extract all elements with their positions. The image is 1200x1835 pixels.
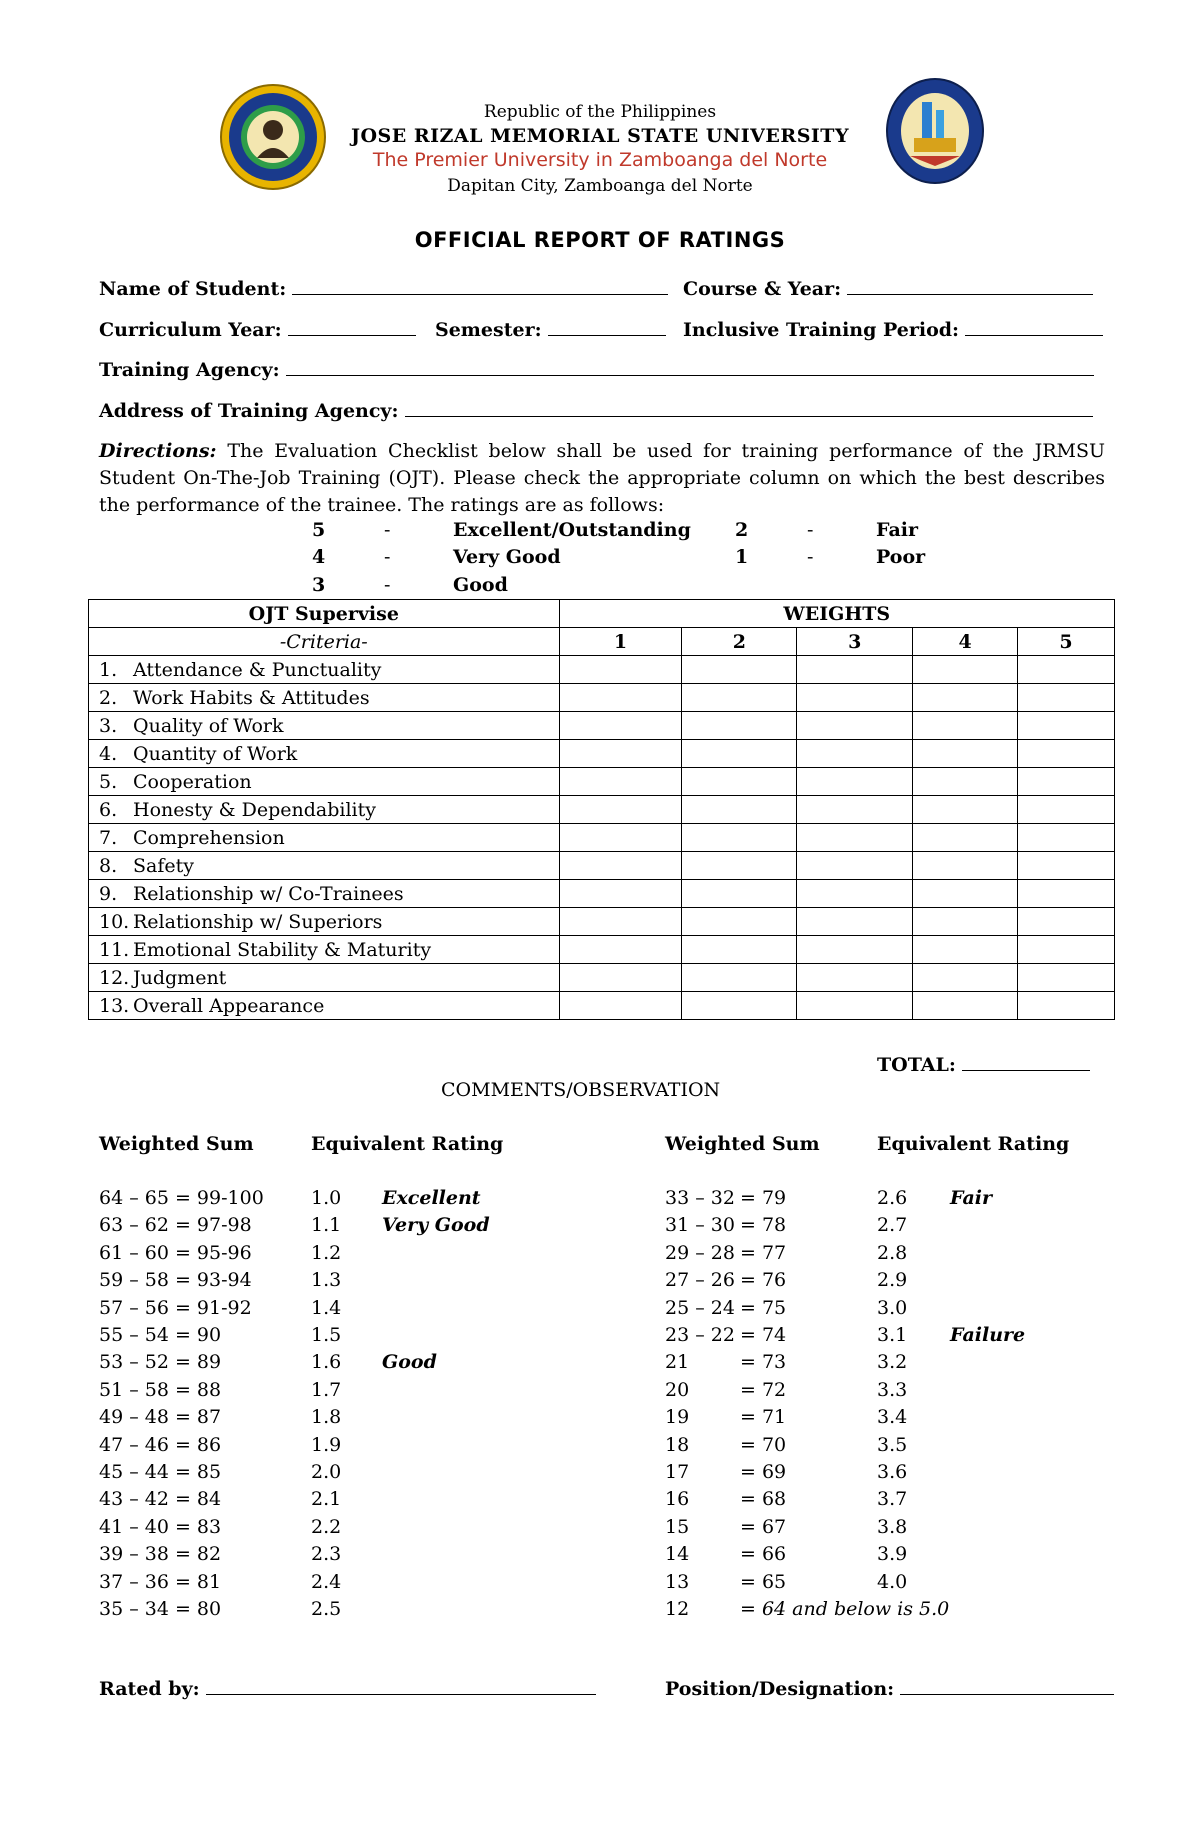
curriculum-year-line[interactable] xyxy=(288,317,416,336)
right-sum-heading: Weighted Sum xyxy=(665,1133,820,1155)
scale-num: 5 xyxy=(312,519,326,541)
criteria-item xyxy=(89,684,560,712)
criteria-item xyxy=(89,880,560,908)
training-period-line[interactable] xyxy=(965,317,1103,336)
equivalent-rating: 2.0 xyxy=(311,1461,342,1483)
rating-cell[interactable] xyxy=(1018,824,1115,852)
criteria-row xyxy=(89,824,1115,852)
criteria-row xyxy=(89,852,1115,880)
criteria-label: Relationship w/ Co-Trainees xyxy=(133,882,404,905)
criteria-number: 1. xyxy=(99,658,118,681)
criteria-label: Comprehension xyxy=(133,826,285,849)
rating-descriptor: Failure xyxy=(950,1324,1026,1346)
weighted-sum-value: = 74 xyxy=(740,1324,787,1346)
position-field[interactable] xyxy=(665,1676,1114,1700)
rating-cell[interactable] xyxy=(559,964,682,992)
criteria-item xyxy=(89,824,560,852)
agency-address-field[interactable] xyxy=(99,398,1093,422)
equivalent-rating: 2.9 xyxy=(877,1269,908,1291)
rating-cell[interactable] xyxy=(1018,740,1115,768)
weight-col-1: 1 xyxy=(559,628,682,656)
rating-cell[interactable] xyxy=(913,964,1018,992)
rating-cell[interactable] xyxy=(797,796,913,824)
total-field[interactable] xyxy=(877,1052,1090,1076)
weighted-sum-range: 14 xyxy=(665,1543,690,1565)
rating-cell[interactable] xyxy=(559,796,682,824)
criteria-header: -Criteria- xyxy=(89,628,560,656)
weighted-sum: 35 – 34 = 80 xyxy=(99,1598,222,1620)
equivalent-rating: 2.6 xyxy=(877,1187,908,1209)
criteria-item xyxy=(89,796,560,824)
rating-cell[interactable] xyxy=(913,768,1018,796)
weighted-sum-range: 21 xyxy=(665,1351,690,1373)
supervise-header: OJT Supervise xyxy=(89,600,560,628)
rating-cell[interactable] xyxy=(559,908,682,936)
training-period-field[interactable] xyxy=(683,317,1103,341)
rating-cell[interactable] xyxy=(1018,880,1115,908)
criteria-number: 13. xyxy=(99,994,130,1017)
criteria-item xyxy=(89,992,560,1020)
criteria-label: Attendance & Punctuality xyxy=(133,658,382,681)
total-line[interactable] xyxy=(962,1052,1090,1071)
rating-cell[interactable] xyxy=(559,712,682,740)
equivalent-rating: 3.6 xyxy=(877,1461,908,1483)
weighted-sum: 64 – 65 = 99-100 xyxy=(99,1187,264,1209)
weighted-sum-range: 23 – 22 xyxy=(665,1324,735,1346)
weighted-sum-value: = 67 xyxy=(740,1516,787,1538)
training-agency-line[interactable] xyxy=(286,357,1094,376)
position-line[interactable] xyxy=(900,1676,1114,1695)
rating-cell[interactable] xyxy=(559,992,682,1020)
rating-cell[interactable] xyxy=(682,936,797,964)
weighted-sum-range: 13 xyxy=(665,1571,690,1593)
rating-cell[interactable] xyxy=(1018,684,1115,712)
rating-cell[interactable] xyxy=(682,852,797,880)
weighted-sum-range: 25 – 24 xyxy=(665,1297,735,1319)
equivalent-rating: 3.1 xyxy=(877,1324,908,1346)
rating-cell[interactable] xyxy=(1018,992,1115,1020)
criteria-row xyxy=(89,712,1115,740)
rating-cell[interactable] xyxy=(797,880,913,908)
rating-cell[interactable] xyxy=(797,824,913,852)
weighted-sum: 51 – 58 = 88 xyxy=(99,1379,222,1401)
rating-cell[interactable] xyxy=(682,908,797,936)
weighted-sum: 41 – 40 = 83 xyxy=(99,1516,222,1538)
weighted-sum-range: 19 xyxy=(665,1406,690,1428)
rating-cell[interactable] xyxy=(1018,796,1115,824)
equivalent-rating: 3.8 xyxy=(877,1516,908,1538)
position-label: Position/Designation: xyxy=(665,1678,895,1700)
equivalent-rating: 1.8 xyxy=(311,1406,342,1428)
scale-num: 3 xyxy=(312,574,326,596)
weights-header: WEIGHTS xyxy=(559,600,1114,628)
weighted-sum-value: = 70 xyxy=(740,1434,787,1456)
rated-by-line[interactable] xyxy=(206,1676,596,1695)
criteria-number: 3. xyxy=(99,714,118,737)
criteria-label: Emotional Stability & Maturity xyxy=(133,938,432,961)
criteria-row xyxy=(89,740,1115,768)
criteria-number: 7. xyxy=(99,826,118,849)
course-year-line[interactable] xyxy=(847,276,1093,295)
student-name-field[interactable] xyxy=(99,276,668,300)
rating-cell[interactable] xyxy=(797,936,913,964)
evaluation-table xyxy=(88,599,1115,1020)
rating-cell[interactable] xyxy=(913,656,1018,684)
weighted-sum: 47 – 46 = 86 xyxy=(99,1434,222,1456)
weighted-sum: 63 – 62 = 97-98 xyxy=(99,1214,252,1236)
semester-label: Semester: xyxy=(435,319,542,341)
rating-cell[interactable] xyxy=(797,656,913,684)
weighted-sum-value: = 68 xyxy=(740,1488,787,1510)
rating-cell[interactable] xyxy=(1018,656,1115,684)
weighted-sum: 59 – 58 = 93-94 xyxy=(99,1269,252,1291)
rating-cell[interactable] xyxy=(913,936,1018,964)
scale-num: 1 xyxy=(735,546,749,568)
equivalent-rating: 2.1 xyxy=(311,1488,342,1510)
criteria-item xyxy=(89,964,560,992)
weighted-sum: 57 – 56 = 91-92 xyxy=(99,1297,252,1319)
weighted-sum: 37 – 36 = 81 xyxy=(99,1571,222,1593)
rating-cell[interactable] xyxy=(682,712,797,740)
criteria-item xyxy=(89,936,560,964)
weight-col-5: 5 xyxy=(1018,628,1115,656)
total-label: TOTAL: xyxy=(877,1054,956,1076)
weighted-sum-range: 15 xyxy=(665,1516,690,1538)
criteria-row xyxy=(89,936,1115,964)
rating-cell[interactable] xyxy=(559,936,682,964)
weighted-sum-range: 27 – 26 xyxy=(665,1269,735,1291)
left-rating-heading: Equivalent Rating xyxy=(311,1133,504,1155)
rating-descriptor: Very Good xyxy=(382,1214,490,1236)
page-title: OFFICIAL REPORT OF RATINGS xyxy=(414,228,786,252)
rating-cell[interactable] xyxy=(797,684,913,712)
weighted-sum-value: = 73 xyxy=(740,1351,787,1373)
directions-label: Directions: xyxy=(99,440,217,462)
weighted-sum-value: = 72 xyxy=(740,1379,787,1401)
rating-cell[interactable] xyxy=(1018,768,1115,796)
criteria-row xyxy=(89,684,1115,712)
criteria-number: 5. xyxy=(99,770,118,793)
semester-line[interactable] xyxy=(548,317,666,336)
rating-cell[interactable] xyxy=(1018,908,1115,936)
equivalent-rating: 1.5 xyxy=(311,1324,342,1346)
criteria-item xyxy=(89,768,560,796)
equivalent-rating: 3.4 xyxy=(877,1406,908,1428)
training-agency-label: Training Agency: xyxy=(99,359,280,381)
republic-line: Republic of the Philippines xyxy=(483,102,717,122)
rating-cell[interactable] xyxy=(682,964,797,992)
rating-cell[interactable] xyxy=(682,768,797,796)
criteria-row xyxy=(89,880,1115,908)
right-rating-heading: Equivalent Rating xyxy=(877,1133,1070,1155)
rating-cell[interactable] xyxy=(913,992,1018,1020)
criteria-row xyxy=(89,992,1115,1020)
equivalent-rating: 2.5 xyxy=(311,1598,342,1620)
weighted-sum: 53 – 52 = 89 xyxy=(99,1351,222,1373)
rating-cell[interactable] xyxy=(559,656,682,684)
rating-cell[interactable] xyxy=(682,796,797,824)
weighted-sum-range: 12 xyxy=(665,1598,690,1620)
scale-label: Fair xyxy=(876,519,918,541)
criteria-number: 4. xyxy=(99,742,118,765)
rating-cell[interactable] xyxy=(559,824,682,852)
equivalent-rating: 1.7 xyxy=(311,1379,342,1401)
criteria-row xyxy=(89,656,1115,684)
semester-field[interactable] xyxy=(435,317,666,341)
scale-dash: - xyxy=(807,546,814,568)
scale-dash: - xyxy=(384,519,391,541)
criteria-number: 12. xyxy=(99,966,130,989)
university-name: JOSE RIZAL MEMORIAL STATE UNIVERSITY xyxy=(350,125,850,147)
criteria-row xyxy=(89,964,1115,992)
criteria-label: Relationship w/ Superiors xyxy=(133,910,383,933)
criteria-label: Overall Appearance xyxy=(133,994,325,1017)
rating-cell[interactable] xyxy=(913,712,1018,740)
scale-label: Poor xyxy=(876,546,926,568)
rating-cell[interactable] xyxy=(682,880,797,908)
criteria-item xyxy=(89,712,560,740)
rating-cell[interactable] xyxy=(559,852,682,880)
equivalent-rating: 3.5 xyxy=(877,1434,908,1456)
weighted-sum-value: = 75 xyxy=(740,1297,787,1319)
training-agency-field[interactable] xyxy=(99,357,1094,381)
weighted-sum-value: = 79 xyxy=(740,1187,787,1209)
criteria-row xyxy=(89,796,1115,824)
rating-cell[interactable] xyxy=(797,852,913,880)
rating-cell[interactable] xyxy=(1018,936,1115,964)
scale-num: 2 xyxy=(735,519,749,541)
rating-cell[interactable] xyxy=(797,964,913,992)
table-header-row xyxy=(89,600,1115,628)
criteria-item xyxy=(89,908,560,936)
rating-cell[interactable] xyxy=(913,824,1018,852)
agency-address-label: Address of Training Agency: xyxy=(99,400,399,422)
criteria-number: 10. xyxy=(99,910,130,933)
training-period-label: Inclusive Training Period: xyxy=(683,319,960,341)
rating-cell[interactable] xyxy=(913,880,1018,908)
criteria-number: 8. xyxy=(99,854,118,877)
weighted-sum: 55 – 54 = 90 xyxy=(99,1324,222,1346)
equivalent-rating: 1.6 xyxy=(311,1351,342,1373)
equivalent-rating: 2.7 xyxy=(877,1214,908,1236)
criteria-number: 2. xyxy=(99,686,118,709)
rating-cell[interactable] xyxy=(797,740,913,768)
weighted-sum-range: 31 – 30 xyxy=(665,1214,735,1236)
weighted-sum-range: 16 xyxy=(665,1488,690,1510)
course-year-label: Course & Year: xyxy=(683,278,842,300)
rating-cell[interactable] xyxy=(682,824,797,852)
criteria-label: Work Habits & Attitudes xyxy=(133,686,370,709)
equivalent-rating: 1.2 xyxy=(311,1242,342,1264)
equivalent-rating: 3.9 xyxy=(877,1543,908,1565)
weighted-sum: 49 – 48 = 87 xyxy=(99,1406,222,1428)
university-tagline: The Premier University in Zamboanga del Norte xyxy=(372,149,828,171)
rating-cell[interactable] xyxy=(797,992,913,1020)
equivalent-rating: 1.9 xyxy=(311,1434,342,1456)
rating-cell[interactable] xyxy=(913,908,1018,936)
criteria-number: 11. xyxy=(99,938,130,961)
criteria-label: Judgment xyxy=(133,966,227,989)
weighted-sum-range: 17 xyxy=(665,1461,690,1483)
weighted-sum: 45 – 44 = 85 xyxy=(99,1461,222,1483)
directions-paragraph xyxy=(99,438,1105,519)
rating-cell[interactable] xyxy=(559,768,682,796)
weighted-sum-value: = 69 xyxy=(740,1461,787,1483)
criteria-label: Quantity of Work xyxy=(133,742,298,765)
criteria-item xyxy=(89,656,560,684)
equivalent-rating: 3.3 xyxy=(877,1379,908,1401)
equivalent-rating: 2.4 xyxy=(311,1571,342,1593)
criteria-label: Honesty & Dependability xyxy=(133,798,376,821)
equivalent-rating: 2.8 xyxy=(877,1242,908,1264)
course-year-field[interactable] xyxy=(683,276,1093,300)
rating-cell[interactable] xyxy=(682,684,797,712)
agency-address-line[interactable] xyxy=(405,398,1093,417)
criteria-row xyxy=(89,768,1115,796)
rating-cell[interactable] xyxy=(682,740,797,768)
weighted-sum-value: = 77 xyxy=(740,1242,787,1264)
weighted-sum-range: 29 – 28 xyxy=(665,1242,735,1264)
weighted-sum: 39 – 38 = 82 xyxy=(99,1543,222,1565)
scale-label: Good xyxy=(453,574,508,596)
criteria-item xyxy=(89,740,560,768)
criteria-row xyxy=(89,908,1115,936)
scale-dash: - xyxy=(384,546,391,568)
rating-cell[interactable] xyxy=(1018,712,1115,740)
scale-dash: - xyxy=(384,574,391,596)
rating-cell[interactable] xyxy=(1018,852,1115,880)
comments-heading: COMMENTS/OBSERVATION xyxy=(441,1079,721,1101)
weighted-sum-value: = 65 xyxy=(740,1571,787,1593)
equivalent-rating: 1.1 xyxy=(311,1214,342,1236)
weight-col-4: 4 xyxy=(913,628,1018,656)
rating-cell[interactable] xyxy=(797,712,913,740)
table-subheader-row xyxy=(89,628,1115,656)
weighted-sum-value: = 78 xyxy=(740,1214,787,1236)
rating-descriptor: Fair xyxy=(950,1187,992,1209)
curriculum-year-field[interactable] xyxy=(99,317,416,341)
student-name-label: Name of Student: xyxy=(99,278,287,300)
criteria-number: 9. xyxy=(99,882,118,905)
rated-by-label: Rated by: xyxy=(99,1678,200,1700)
weighted-sum-value: = 64 and below is 5.0 xyxy=(740,1598,950,1620)
criteria-body xyxy=(89,656,1115,1020)
rating-descriptor: Excellent xyxy=(382,1187,481,1209)
rating-cell[interactable] xyxy=(559,880,682,908)
equivalent-rating: 1.3 xyxy=(311,1269,342,1291)
scale-label: Very Good xyxy=(453,546,561,568)
equivalent-rating: 4.0 xyxy=(877,1571,908,1593)
weighted-sum-range: 18 xyxy=(665,1434,690,1456)
equivalent-rating: 1.4 xyxy=(311,1297,342,1319)
rating-cell[interactable] xyxy=(1018,964,1115,992)
criteria-label: Quality of Work xyxy=(133,714,284,737)
rating-cell[interactable] xyxy=(913,852,1018,880)
weight-col-2: 2 xyxy=(682,628,797,656)
rating-descriptor: Good xyxy=(382,1351,437,1373)
weighted-sum-range: 20 xyxy=(665,1379,690,1401)
rating-cell[interactable] xyxy=(913,740,1018,768)
weighted-sum: 61 – 60 = 95-96 xyxy=(99,1242,252,1264)
equivalent-rating: 1.0 xyxy=(311,1187,342,1209)
rating-cell[interactable] xyxy=(559,740,682,768)
equivalent-rating: 2.3 xyxy=(311,1543,342,1565)
left-sum-heading: Weighted Sum xyxy=(99,1133,254,1155)
rating-cell[interactable] xyxy=(682,992,797,1020)
weighted-sum: 43 – 42 = 84 xyxy=(99,1488,222,1510)
rating-cell[interactable] xyxy=(559,684,682,712)
scale-num: 4 xyxy=(312,546,326,568)
rating-cell[interactable] xyxy=(682,656,797,684)
rating-cell[interactable] xyxy=(913,796,1018,824)
criteria-label: Cooperation xyxy=(133,770,252,793)
weight-col-3: 3 xyxy=(797,628,913,656)
equivalent-rating: 2.2 xyxy=(311,1516,342,1538)
rating-cell[interactable] xyxy=(797,768,913,796)
equivalent-rating: 3.7 xyxy=(877,1488,908,1510)
rating-cell[interactable] xyxy=(797,908,913,936)
directions-text: The Evaluation Checklist below shall be used for training performance of the JRMSU Student On-The-Job Training (OJT). Please check the appropriate column on which the best describes the performance of the trainee. The ratings are as follows: xyxy=(99,440,1105,516)
weighted-sum-range: 33 – 32 xyxy=(665,1187,735,1209)
weighted-sum-value: = 71 xyxy=(740,1406,787,1428)
rated-by-field[interactable] xyxy=(99,1676,596,1700)
scale-dash: - xyxy=(807,519,814,541)
university-address: Dapitan City, Zamboanga del Norte xyxy=(447,176,753,196)
weighted-sum-value: = 66 xyxy=(740,1543,787,1565)
criteria-number: 6. xyxy=(99,798,118,821)
criteria-label: Safety xyxy=(133,854,194,877)
equivalent-rating: 3.0 xyxy=(877,1297,908,1319)
equivalent-rating: 3.2 xyxy=(877,1351,908,1373)
weighted-sum-value: = 76 xyxy=(740,1269,787,1291)
student-name-line[interactable] xyxy=(292,276,668,295)
scale-label: Excellent/Outstanding xyxy=(453,519,691,541)
rating-cell[interactable] xyxy=(913,684,1018,712)
curriculum-year-label: Curriculum Year: xyxy=(99,319,282,341)
criteria-item xyxy=(89,852,560,880)
